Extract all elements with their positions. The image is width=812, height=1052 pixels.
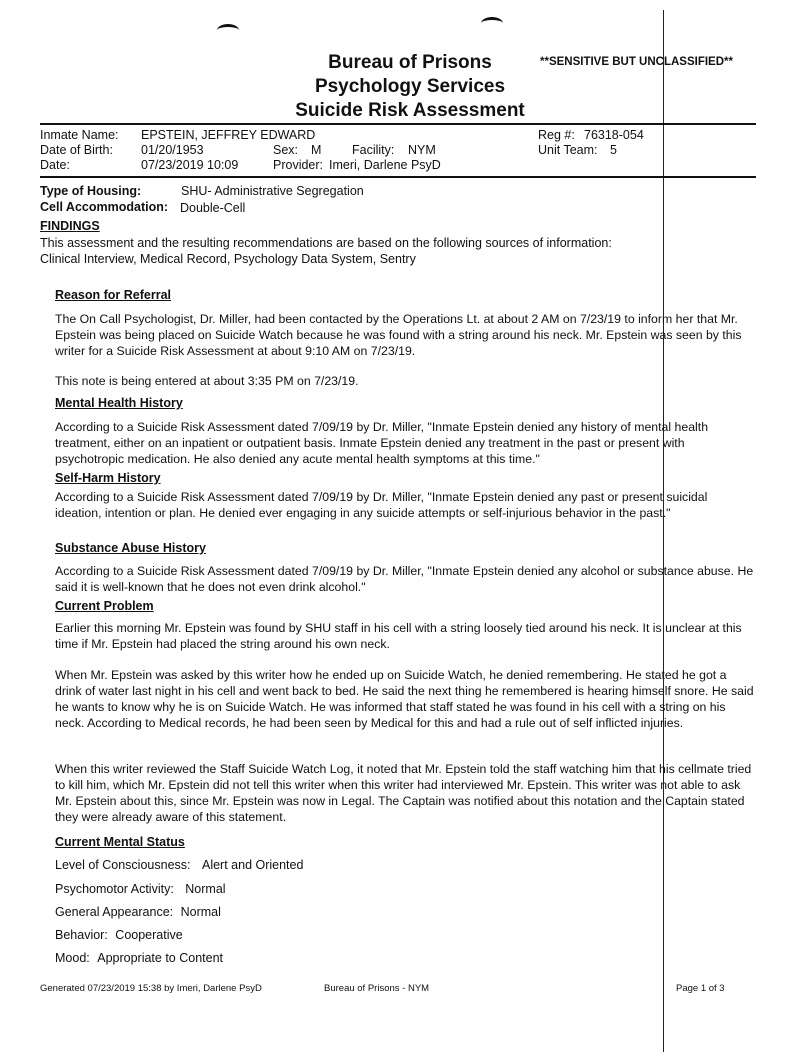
dob-label: Date of Birth:: [40, 143, 113, 157]
footer-institution: Bureau of Prisons - NYM: [324, 983, 430, 994]
mental-status-value: Appropriate to Content: [97, 951, 224, 965]
footer-page-number: Page 1 of 3: [676, 983, 725, 994]
mental-status-value: Normal: [185, 882, 226, 896]
footer-generated: Generated 07/23/2019 15:38 by Imeri, Darlene PsyD: [40, 983, 262, 994]
entry-time-note: This note is being entered at about 3:35 PM on 7/23/19.: [55, 374, 359, 388]
date-value: 07/23/2019 10:09: [141, 158, 239, 172]
sex-value: M: [311, 143, 322, 157]
unit-label: Unit Team:: [538, 143, 598, 157]
provider-value: Imeri, Darlene PsyD: [329, 158, 441, 172]
header-rule-bottom: [40, 176, 756, 178]
current-problem-paragraph-2: When Mr. Epstein was asked by this writer how he ended up on Suicide Watch, he denied remembering. He stated he got a drink of water last night in his cell and went back to bed. He said the next thing he remembered is hearing himself snore. He said he wants to know why he is on Suicide Watch. He was informed that staff stated he was found in his cell with a string on his neck. According to Medical records, he had been seen by Medical for this and had a rule out of self inflicted injuries.: [55, 668, 754, 730]
housing-type-value: SHU- Administrative Segregation: [181, 184, 364, 198]
mental-status-item: [55, 951, 223, 965]
mental-status-heading: Current Mental Status: [55, 835, 185, 849]
referral-heading: Reason for Referral: [55, 288, 172, 302]
mental-status-label: Psychomotor Activity:: [55, 882, 174, 896]
hole-punch-mark: [217, 24, 239, 37]
housing-type-label: Type of Housing:: [40, 184, 142, 198]
reg-value: 76318-054: [584, 128, 644, 142]
substance-abuse-heading: Substance Abuse History: [55, 541, 206, 555]
mental-status-value: Normal: [180, 905, 221, 919]
mental-status-item: [55, 858, 303, 872]
self-harm-heading: Self-Harm History: [55, 471, 161, 485]
header-rule-top: [40, 123, 756, 125]
mental-status-label: Mood:: [55, 951, 90, 965]
date-label: Date:: [40, 158, 70, 172]
mental-status-label: Behavior:: [55, 928, 108, 942]
mental-status-value: Alert and Oriented: [201, 858, 304, 872]
mental-health-paragraph: According to a Suicide Risk Assessment dated 7/09/19 by Dr. Miller, "Inmate Epstein denied any history of mental health treatment, either on an inpatient or outpatient basis. Inmate Epstein denied any treatment in the past or present with psychotropic medication. He also denied any acute mental health symptoms at this time.": [55, 420, 709, 466]
findings-text-1: This assessment and the resulting recommendations are based on the following sources of information:: [40, 236, 612, 250]
dob-value: 01/20/1953: [141, 143, 204, 157]
referral-paragraph: The On Call Psychologist, Dr. Miller, had been contacted by the Operations Lt. at about 2 AM on 7/23/19 to inform her that Mr. Epstein was being placed on Suicide Watch because he was found with a string around his neck. Mr. Epstein was seen by this writer for a Suicide Risk Assessment at about 9:10 AM on 7/23/19.: [55, 312, 742, 358]
current-problem-paragraph-3: When this writer reviewed the Staff Suicide Watch Log, it noted that Mr. Epstein told the staff watching him that his cellmate tried to kill him, which Mr. Epstein did not tell this writer when this writer had interviewed Mr. Epstein. This writer was not able to ask Mr. Epstein about this, since Mr. Epstein was now in Legal. The Captain was notified about this notation and the Captain stated they were already aware of this statement.: [55, 762, 752, 824]
mental-status-item: [55, 905, 221, 919]
sensitivity-label: **SENSITIVE BUT UNCLASSIFIED**: [540, 56, 733, 68]
mental-status-item: [55, 882, 226, 896]
mental-health-heading: Mental Health History: [55, 396, 183, 410]
cell-accommodation-label: Cell Accommodation:: [40, 200, 169, 214]
facility-label: Facility:: [352, 143, 395, 157]
unit-value: 5: [610, 143, 617, 157]
cell-accommodation-value: Double-Cell: [180, 201, 246, 215]
substance-abuse-paragraph: According to a Suicide Risk Assessment dated 7/09/19 by Dr. Miller, "Inmate Epstein denied any alcohol or substance abuse. He said it is well-known that he does not even drink alcohol.": [55, 564, 754, 594]
provider-label: Provider:: [273, 158, 324, 172]
self-harm-paragraph: According to a Suicide Risk Assessment dated 7/09/19 by Dr. Miller, "Inmate Epstein denied any past or present suicidal ideation, intention or plan. He denied ever engaging in any suicide attempts or self-injurious behavior in the past.": [55, 490, 708, 520]
current-problem-paragraph-1: Earlier this morning Mr. Epstein was found by SHU staff in his cell with a string loosely tied around his neck. It is unclear at this time if Mr. Epstein had placed the string around his own neck.: [55, 621, 742, 651]
findings-text-2: Clinical Interview, Medical Record, Psychology Data System, Sentry: [40, 252, 416, 266]
findings-heading: FINDINGS: [40, 219, 100, 233]
mental-status-item: [55, 928, 183, 942]
current-problem-heading: Current Problem: [55, 599, 154, 613]
sex-label: Sex:: [273, 143, 299, 157]
inmate-name-label: Inmate Name:: [40, 128, 119, 142]
scan-line: [663, 10, 664, 1052]
mental-status-value: Cooperative: [115, 928, 183, 942]
hole-punch-mark: [481, 17, 503, 30]
mental-status-label: General Appearance:: [55, 905, 174, 919]
inmate-name: EPSTEIN, JEFFREY EDWARD: [141, 128, 316, 142]
document-title: Suicide Risk Assessment: [295, 100, 525, 121]
department-title: Psychology Services: [314, 76, 506, 97]
mental-status-label: Level of Consciousness:: [55, 858, 191, 872]
agency-title: Bureau of Prisons: [328, 52, 492, 73]
reg-label: Reg #:: [538, 128, 575, 142]
facility-value: NYM: [408, 143, 436, 157]
